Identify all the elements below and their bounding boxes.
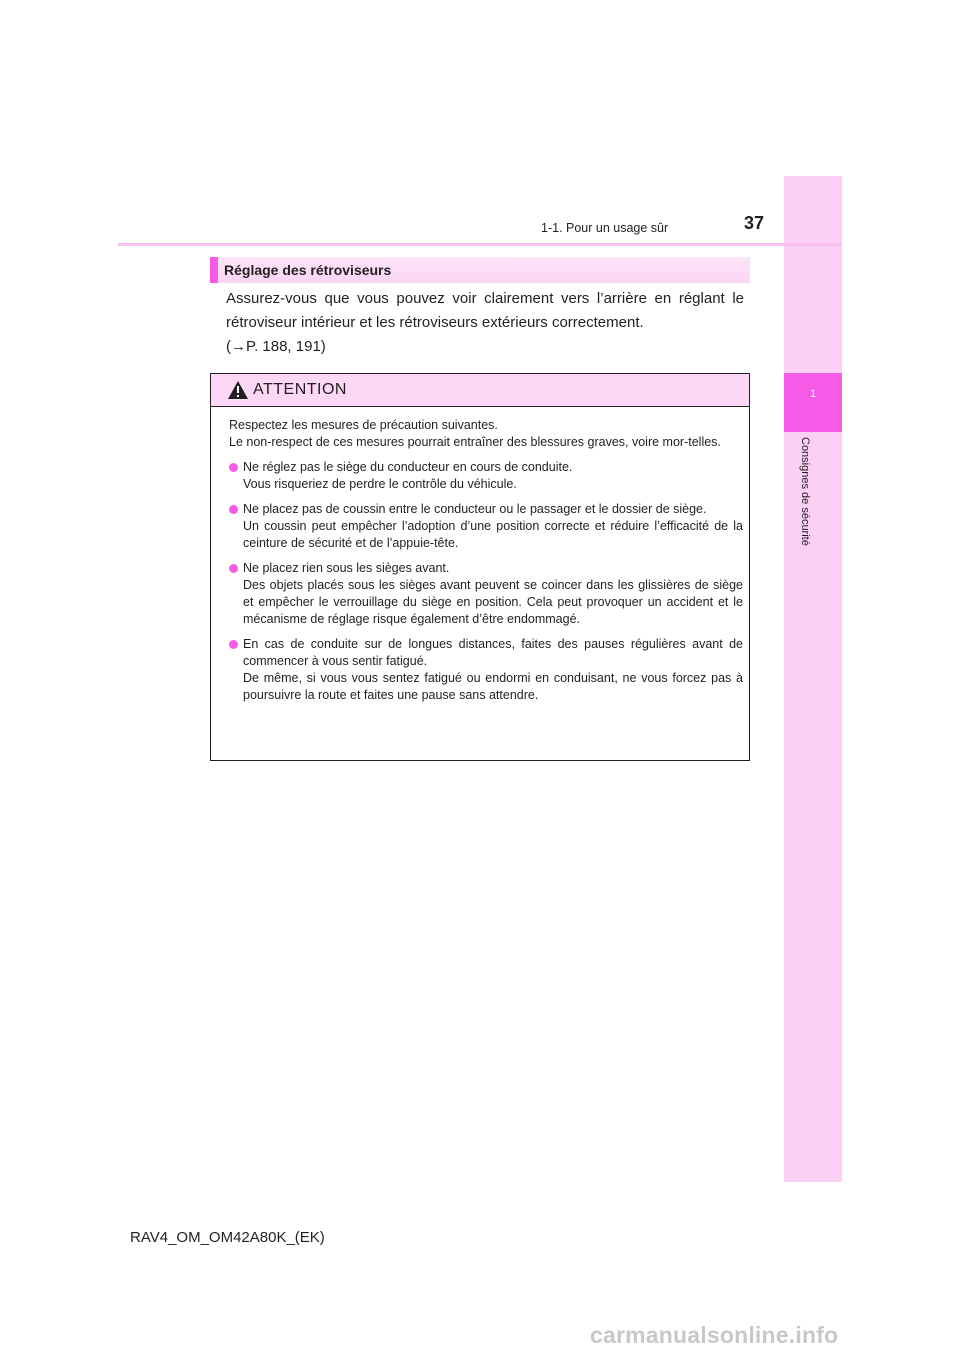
attention-item-lead: Ne placez rien sous les sièges avant. (243, 561, 450, 575)
section-heading-bar (210, 257, 750, 283)
page-reference-link[interactable]: (→P. 188, 191) (226, 338, 326, 355)
page-number: 37 (744, 213, 765, 233)
attention-item-lead: Ne placez pas de coussin entre le conducteur ou le passager et le dossier de siège. (243, 502, 707, 516)
intro-text: Assurez-vous que vous pouvez voir clairement vers l’arrière en réglant le rétroviseur intérieur et les rétroviseurs extérieurs correctement. (226, 290, 744, 331)
watermark: carmanualsonline.info (590, 1322, 839, 1348)
attention-body (229, 417, 743, 704)
attention-item-detail: Des objets placés sous les sièges avant peuvent se coincer dans les glissières de siège et empêcher le verrouillage du siège en position. Cela peut provoquer un accident et le mécanisme de réglage risque également d’être endommagé. (243, 578, 743, 626)
attention-intro: Respectez les mesures de précaution suivantes. (229, 418, 498, 432)
attention-item-lead: En cas de conduite sur de longues distances, faites des pauses régulières avant de commencer à vous sentir fatigué. (243, 637, 743, 668)
section-heading: Réglage des rétroviseurs (224, 262, 392, 278)
warning-triangle-icon (227, 380, 249, 400)
attention-item-lead: Ne réglez pas le siège du conducteur en cours de conduite. (243, 460, 573, 474)
attention-item (229, 459, 743, 493)
attention-intro-2: Le non-respect de ces mesures pourrait entraîner des blessures graves, voire mor-telles. (229, 435, 721, 449)
chapter-number-tab[interactable] (784, 373, 842, 432)
attention-title: ATTENTION (253, 381, 347, 398)
chapter-number: 1 (809, 388, 817, 400)
intro-paragraph (226, 287, 744, 359)
attention-item-detail: Un coussin peut empêcher l’adoption d’une position correcte et réduire l’efficacité de la ceinture de sécurité et de l’appuie-tête. (243, 519, 743, 550)
attention-box (210, 373, 750, 761)
attention-item (229, 560, 743, 628)
chapter-side-tab (784, 176, 842, 1182)
attention-item-detail: Vous risqueriez de perdre le contrôle du véhicule. (243, 477, 517, 491)
heading-accent (210, 257, 218, 283)
bullet-icon (229, 640, 238, 649)
header-rule (118, 243, 842, 246)
attention-item (229, 501, 743, 552)
attention-item-detail: De même, si vous vous sentez fatigué ou endormi en conduisant, ne vous forcez pas à poursuivre la route et faites une pause sans attendre. (243, 671, 743, 702)
attention-header (211, 374, 749, 407)
chapter-title: Consignes de sécurité (799, 437, 811, 546)
bullet-icon (229, 463, 238, 472)
bullet-icon (229, 564, 238, 573)
running-header-section: 1-1. Pour un usage sûr (541, 221, 669, 235)
document-code: RAV4_OM_OM42A80K_(EK) (130, 1229, 325, 1246)
attention-item (229, 636, 743, 704)
bullet-icon (229, 505, 238, 514)
